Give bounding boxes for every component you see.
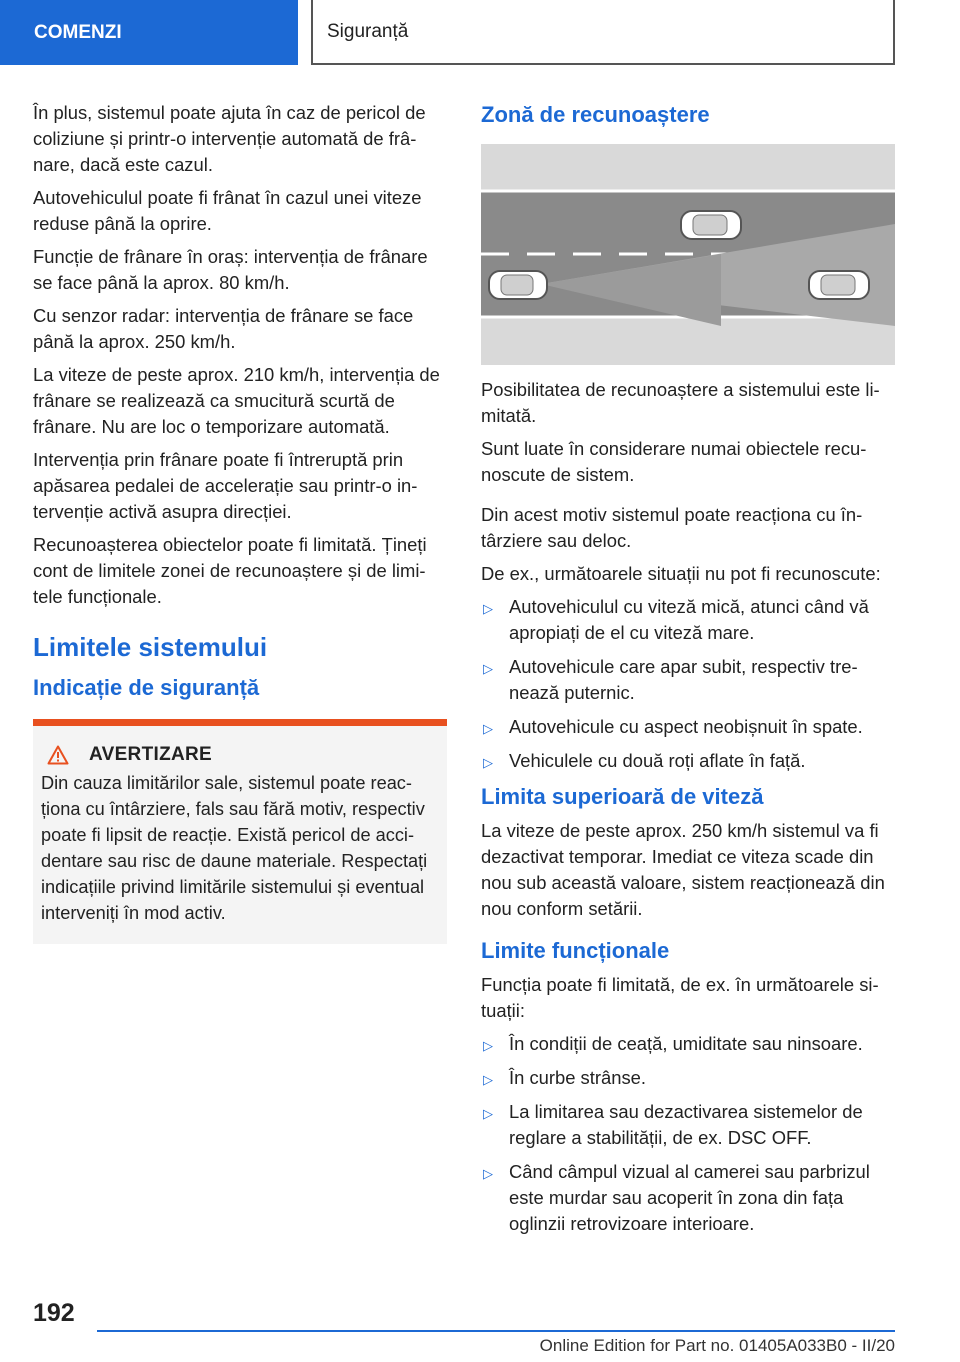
- functional-limits-list: [481, 1031, 895, 1237]
- list-item: ▷ La limitarea sau dezactivarea sistemelor de reglare a stabilității, de ex. DSC OFF.: [483, 1101, 863, 1148]
- section-title: COMENZI: [34, 21, 122, 43]
- triangle-bullet-icon: ▷: [483, 1038, 493, 1053]
- car-icon: [681, 211, 741, 239]
- paragraph: Posibilitatea de recunoaștere a sistemului este li-mitată.: [481, 379, 880, 426]
- triangle-bullet-icon: ▷: [483, 1106, 493, 1121]
- triangle-bullet-icon: ▷: [483, 601, 493, 616]
- heading-recognition-zone: Zonă de recunoaștere: [481, 102, 710, 127]
- warning-header: [47, 744, 437, 766]
- triangle-bullet-icon: ▷: [483, 721, 493, 736]
- subsection-title: Siguranță: [327, 20, 409, 42]
- warning-title: AVERTIZARE: [89, 744, 212, 765]
- heading-functional-limits: Limite funcționale: [481, 938, 670, 963]
- triangle-bullet-icon: ▷: [483, 1072, 493, 1087]
- warning-triangle-icon: [47, 745, 69, 765]
- page-number: 192: [33, 1299, 75, 1327]
- paragraph: La viteze de peste aprox. 250 km/h sistemul va fi dezactivat temporar. Imediat ce viteza scade din nou sub această valoare, sistem reacționează din nou conform setării.: [481, 820, 885, 919]
- paragraph: Din acest motiv sistemul poate reacționa cu în-târziere sau deloc.: [481, 504, 863, 551]
- heading-system-limits: Limitele sistemului: [33, 632, 268, 662]
- unrecognized-situations-list: [481, 594, 895, 774]
- car-icon: [809, 271, 869, 299]
- car-icon: [489, 271, 547, 299]
- triangle-bullet-icon: ▷: [483, 661, 493, 676]
- list-item: ▷ Autovehiculul cu viteză mică, atunci când vă apropiați de el cu viteză mare.: [483, 596, 869, 643]
- subsection-tab: [311, 0, 895, 65]
- paragraph: Intervenția prin frânare poate fi întreruptă prin apăsarea pedalei de accelerație sau printr-o in-tervenție activă asupra direcției.: [33, 449, 418, 522]
- paragraph: Autovehiculul poate fi frânat în cazul unei viteze reduse până la oprire.: [33, 187, 422, 234]
- paragraph: De ex., următoarele situații nu pot fi recunoscute:: [481, 563, 881, 584]
- heading-speed-limit: Limita superioară de viteză: [481, 784, 764, 809]
- triangle-bullet-icon: ▷: [483, 755, 493, 770]
- list-item: ▷ Autovehicule care apar subit, respectiv tre-nează puternic.: [483, 656, 858, 703]
- heading-safety: Indicație de siguranță: [33, 675, 260, 700]
- paragraph: Funcția poate fi limitată, de ex. în următoarele si-tuații:: [481, 974, 879, 1021]
- paragraph: La viteze de peste aprox. 210 km/h, intervenția de frânare se realizează ca smucitură scurtă de frânare. Nu are loc o temporizare automată.: [33, 364, 440, 437]
- list-item: ▷ Vehiculele cu două roți aflate în față.: [481, 748, 895, 774]
- edition-text: Online Edition for Part no. 01405A033B0 - II/20: [539, 1336, 895, 1355]
- right-column: [481, 100, 895, 1245]
- paragraph: În plus, sistemul poate ajuta în caz de pericol de coliziune și printr-o intervenție automată de frâ-nare, dacă este cazul.: [33, 102, 426, 175]
- list-item: ▷ În condiții de ceață, umiditate sau ninsoare.: [481, 1031, 895, 1057]
- left-column: [33, 100, 447, 944]
- warning-box: [33, 719, 447, 944]
- recognition-zone-illustration: [481, 144, 895, 365]
- list-item: ▷ În curbe strânse.: [481, 1065, 895, 1091]
- warning-text: Din cauza limitărilor sale, sistemul poate reac-ționa cu întârziere, fals sau fără motiv, respectiv poate fi lipsit de reacție. Există pericol de acci-dentare sau risc de daune materiale. Respectați indicațiile privind limitările sistemului și eventual interveniți în mod activ.: [41, 773, 428, 923]
- paragraph: Funcție de frânare în oraș: intervenția de frânare se face până la aprox. 80 km/h.: [33, 246, 428, 293]
- paragraph: Cu senzor radar: intervenția de frânare se face până la aprox. 250 km/h.: [33, 305, 414, 352]
- section-tab: [0, 0, 298, 65]
- paragraph: Recunoașterea obiectelor poate fi limitată. Țineți cont de limitele zonei de recunoaștere și de limi-tele funcționale.: [33, 534, 427, 607]
- footer-divider: [97, 1330, 895, 1332]
- list-item: ▷ Autovehicule cu aspect neobișnuit în spate.: [481, 714, 895, 740]
- list-item: ▷ Când câmpul vizual al camerei sau parbrizul este murdar sau acoperit în zona din fața oglinzii retrovizoare interioare.: [483, 1161, 870, 1234]
- paragraph: Sunt luate în considerare numai obiectele recu-noscute de sistem.: [481, 438, 867, 485]
- triangle-bullet-icon: ▷: [483, 1166, 493, 1181]
